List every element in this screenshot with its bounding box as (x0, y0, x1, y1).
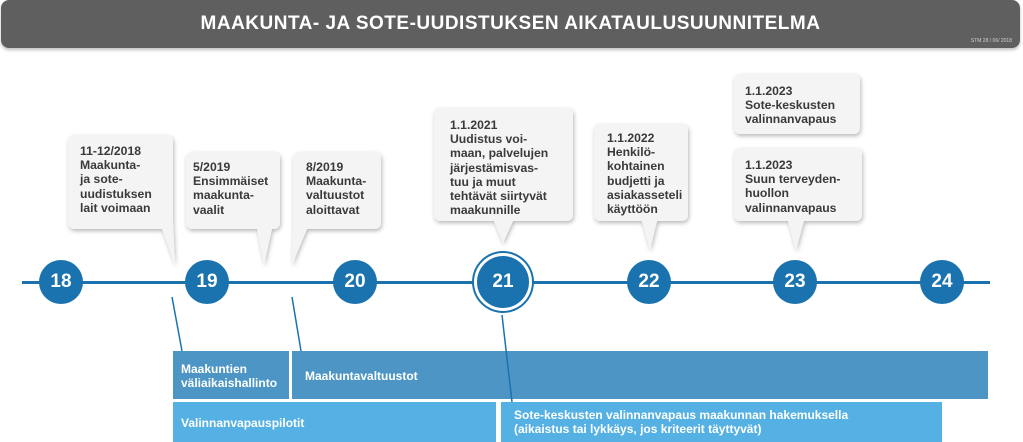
connector-2018 (172, 297, 182, 351)
year-marker-18: 18 (39, 260, 83, 304)
bar-choice-pilots: Valinnanvapauspilotit (173, 402, 496, 442)
callout-2018: 11-12/2018 Maakunta- ja sote- uudistuksen lait voimaan (80, 144, 152, 215)
year-marker-19: 19 (185, 260, 229, 304)
bar-interim-administration: Maakuntien väliaikaishallinto (173, 351, 289, 399)
year-marker-20: 20 (333, 260, 377, 304)
callout-2023-dental: 1.1.2023 Suun terveyden- huollon valinnanvapaus (745, 158, 841, 215)
year-marker-23: 23 (773, 260, 817, 304)
callout-2021: 1.1.2021 Uudistus voi- maan, palvelujen järjestämisvas- tuu ja muut tehtävät siirtyvät maakunnille (450, 118, 549, 218)
connector-8-2019 (292, 297, 301, 351)
year-marker-21: 21 (477, 256, 529, 308)
year-marker-22: 22 (627, 260, 671, 304)
callout-2022: 1.1.2022 Henkilö- kohtainen budjetti ja asiakasseteli käyttöön (607, 131, 683, 217)
bar-sote-choice-by-application: Sote-keskusten valinnanvapaus maakunnan hakemuksella (aikaistus tai lykkäys, jos kriteerit täyttyvät) (501, 402, 942, 442)
year-marker-24: 24 (920, 260, 964, 304)
connector-2021 (502, 315, 512, 402)
callout-2023-sote: 1.1.2023 Sote-keskusten valinnanvapaus (745, 84, 837, 127)
bar-regional-councils: Maakuntavaltuustot (292, 351, 988, 399)
page-title: MAAKUNTA- JA SOTE-UUDISTUKSEN AIKATAULUSUUNNITELMA (200, 13, 821, 34)
callout-8-2019: 8/2019 Maakunta- valtuustot aloittavat (306, 160, 367, 217)
document-reference: STM 28 / 06/ 2018 (970, 38, 1012, 44)
callout-5-2019: 5/2019 Ensimmäiset maakunta- vaalit (193, 160, 269, 217)
